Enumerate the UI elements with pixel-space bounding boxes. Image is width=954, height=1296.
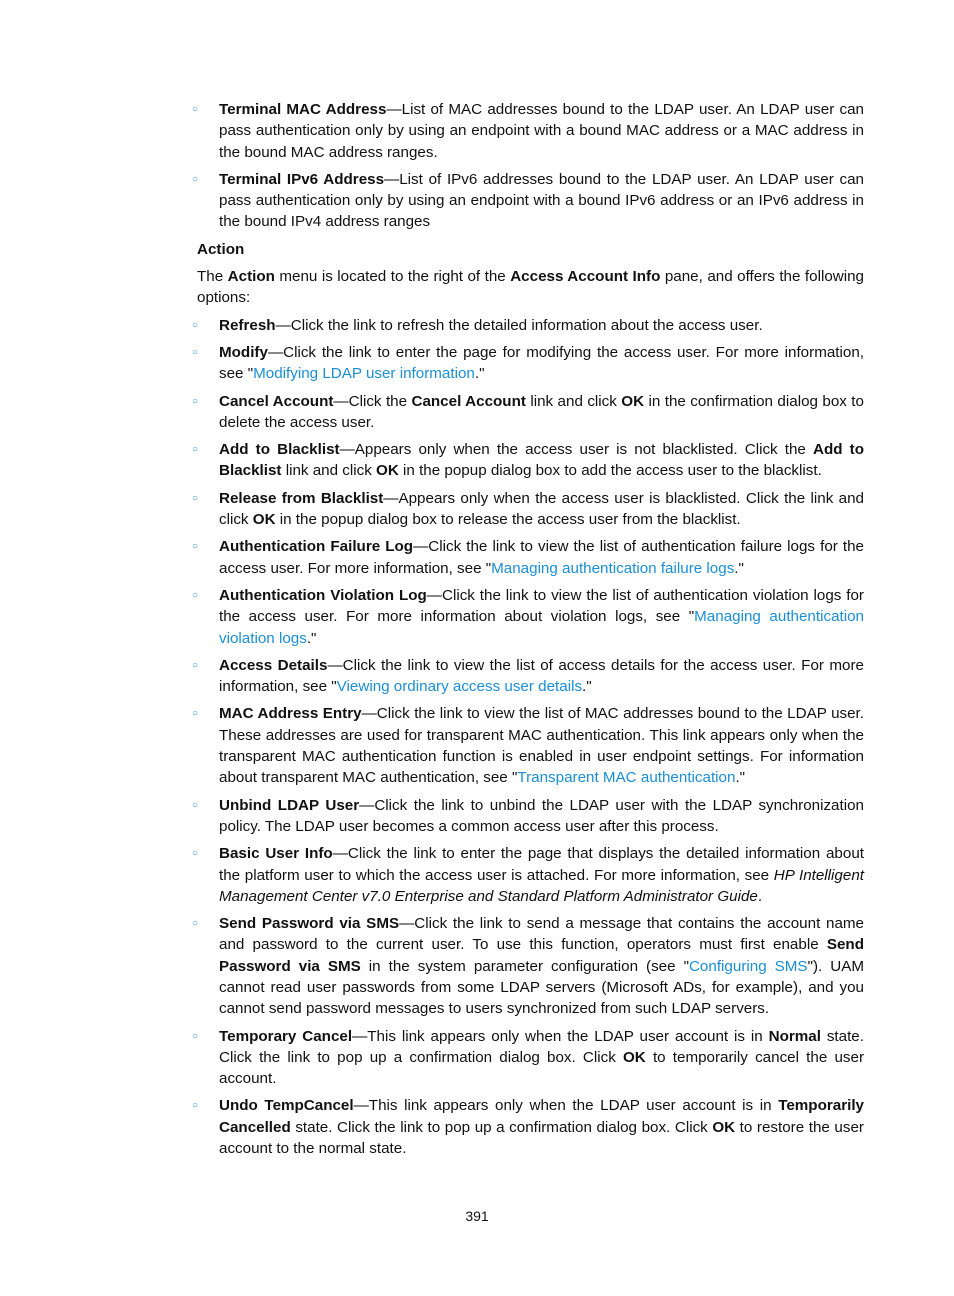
list-item-temporary-cancel: ○ Temporary Cancel—This link appears only when the LDAP user account is in Normal state. Click the link to pop up a confirmation dialog box. Click OK to temporarily cancel the user account. [192,1027,864,1088]
list-item-add-blacklist: ○ Add to Blacklist—Appears only when the access user is not blacklisted. Click the Add to Blacklist link and click OK in the popup dialog box to add the access user to the blacklist. [192,441,864,480]
list-item-send-password-sms: ○ Send Password via SMS—Click the link to send a message that contains the account name and password to the current user. To use this function, operators must first enable Send Password via SMS in the system parameter configuration (see "Configuring SMS"). UAM cannot read user passwords from some LDAP servers (Microsoft ADs, for example), and you cannot send password messages to users synchronized from such LDAP servers. [192,915,865,1018]
link-auth-violation-logs[interactable]: Managing authentication violation logs [219,608,864,647]
term-description: —List of MAC addresses bound to the LDAP user. An LDAP user can pass authentication only by using an endpoint with a bound MAC address or a MAC address in the bound MAC address ranges. [219,101,864,161]
list-item-terminal-mac [192,99,864,163]
list-item-refresh: ○ Refresh—Click the link to refresh the detailed information about the access user. [197,315,864,336]
term-label: Send Password via SMS [219,915,400,933]
bullet-icon: ○ [192,918,199,930]
list-item-cancel-account: ○ Cancel Account—Click the Cancel Account link and click OK in the confirmation dialog box to delete the access user. [192,392,864,431]
guide-title: HP Intelligent Management Center v7.0 Enterprise and Standard Platform Administrator Guide [219,866,864,905]
link-auth-failure-logs[interactable]: Managing authentication failure logs [491,559,735,577]
bullet-icon: ○ [192,589,199,601]
list-item-access-details: ○ Access Details—Click the link to view the list of access details for the access user. For more information, see "Viewing ordinary access user details." [192,656,864,696]
term-label: MAC Address Entry [219,705,362,723]
bullet-icon: ○ [192,659,199,671]
bullet-icon: ○ [192,492,199,504]
term-label: Refresh [219,316,276,334]
term-label: Cancel Account [219,392,334,410]
bullet-icon: ○ [192,104,199,115]
bullet-icon: ○ [192,319,199,331]
term-label: Terminal MAC Address [219,101,387,118]
bullet-icon: ○ [192,1030,199,1042]
bullet-icon: ○ [192,173,199,185]
bullet-icon: ○ [192,444,199,456]
link-transparent-mac-auth[interactable]: Transparent MAC authentication [517,769,736,787]
list-item-unbind-ldap-user: ○ Unbind LDAP User—Click the link to unbind the LDAP user with the LDAP synchronization policy. The LDAP user becomes a common access user after this process. [192,796,864,835]
action-intro-paragraph: The Action menu is located to the right of the Access Account Info pane, and offers the following options: [197,268,865,307]
list-item-undo-tempcancel: ○ Undo TempCancel—This link appears only when the LDAP user account is in Temporarily Cancelled state. Click the link to pop up a confirmation dialog box. Click OK to restore the user account to the normal state. [192,1097,864,1158]
term-label: Modify [219,343,268,361]
list-item-terminal-ipv6 [192,169,864,233]
term-label: Authentication Failure Log [219,538,414,556]
term-label: Undo TempCancel [219,1097,354,1115]
section-heading-action: Action [197,240,245,258]
page-content [192,99,865,1165]
link-access-user-details[interactable]: Viewing ordinary access user details [336,678,583,696]
link-modifying-ldap-user[interactable]: Modifying LDAP user information [253,365,475,383]
term-label: Authentication Violation Log [219,586,427,604]
term-label: Add to Blacklist [219,441,340,459]
term-label: Unbind LDAP User [219,796,360,814]
list-item-auth-violation-log: ○ Authentication Violation Log—Click the link to view the list of authentication violation logs for the access user. For more information about violation logs, see "Managing authentication violation logs." [192,586,864,647]
bullet-icon: ○ [192,541,199,553]
term-description: —List of IPv6 addresses bound to the LDAP user. An LDAP user can pass authentication only by using an endpoint with a bound IPv6 address or an IPv6 address in the bound IPv4 address ranges [219,170,864,231]
term-label: Release from Blacklist [219,489,384,507]
term-label: Basic User Info [219,845,333,863]
link-configuring-sms[interactable]: Configuring SMS [688,957,808,975]
list-item-release-blacklist: ○ Release from Blacklist—Appears only when the access user is blacklisted. Click the link and click OK in the popup dialog box to release the access user from the blacklist. [192,489,864,529]
list-item-basic-user-info: ○ Basic User Info—Click the link to enter the page that displays the detailed information about the platform user to which the access user is attached. For more information, see HP Intelligent Management Center v7.0 Enterprise and Standard Platform Administrator Guide. [192,845,864,905]
term-label: Terminal IPv6 Address [219,170,385,188]
page-number: 391 [465,1208,489,1224]
term-label: Access Details [219,656,328,674]
bullet-icon: ○ [192,395,199,407]
bullet-icon: ○ [192,346,199,358]
term-label: Temporary Cancel [219,1027,353,1045]
list-item-modify: ○ Modify—Click the link to enter the page for modifying the access user. For more information, see "Modifying LDAP user information." [192,343,864,383]
bullet-icon: ○ [192,1100,199,1112]
bullet-icon: ○ [192,848,199,860]
list-item-mac-address-entry: ○ MAC Address Entry—Click the link to view the list of MAC addresses bound to the LDAP user. These addresses are used for transparent MAC authentication. This link appears only when the transparent MAC authentication function is enabled in user endpoint settings. For information about transparent MAC authentication, see "Transparent MAC authentication." [192,705,864,787]
list-item-auth-failure-log: ○ Authentication Failure Log—Click the link to view the list of authentication failure logs for the access user. For more information, see "Managing authentication failure logs." [192,538,865,577]
bullet-icon: ○ [192,708,199,720]
bullet-icon: ○ [192,799,199,811]
